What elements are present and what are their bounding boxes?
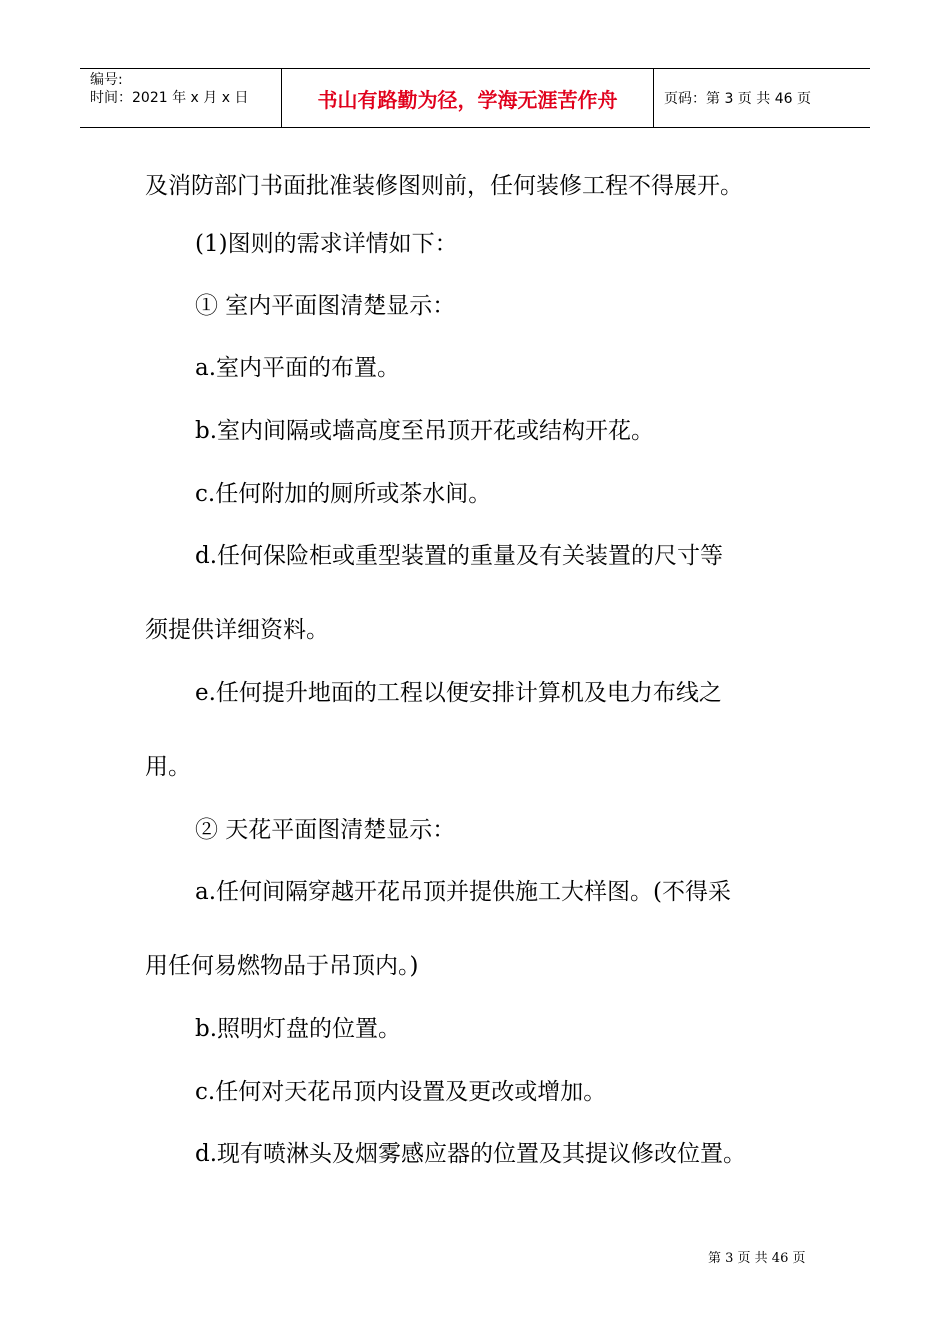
body-line: a.任何间隔穿越开花吊顶并提供施工大样图。(不得采 xyxy=(195,879,731,905)
body-line: ② 天花平面图清楚显示： xyxy=(195,817,456,843)
body-line: 及消防部门书面批准装修图则前，任何装修工程不得展开。 xyxy=(145,173,743,199)
body-line: a.室内平面的布置。 xyxy=(195,355,401,381)
page-footer: 第 3 页 共 46 页 xyxy=(708,1251,806,1266)
header-motto: 书山有路勤为径，学海无涯苦作舟 xyxy=(282,69,654,127)
body-line: d.任何保险柜或重型装置的重量及有关装置的尺寸等 xyxy=(195,543,724,569)
header-page-number: 页码：第 3 页 共 46 页 xyxy=(664,91,811,107)
page-header xyxy=(80,68,870,128)
body-line: d.现有喷淋头及烟雾感应器的位置及其提议修改位置。 xyxy=(195,1141,747,1167)
body-line: c.任何对天花吊顶内设置及更改或增加。 xyxy=(195,1079,607,1105)
body-line: c.任何附加的厕所或茶水间。 xyxy=(195,481,492,507)
body-line: 须提供详细资料。 xyxy=(145,617,329,643)
time-label: 时间：2021 年 x 月 x 日 xyxy=(90,90,249,106)
body-line: b.室内间隔或墙高度至吊顶开花或结构开花。 xyxy=(195,418,655,444)
body-line: e.任何提升地面的工程以便安排计算机及电力布线之 xyxy=(195,680,722,706)
number-label: 编号: xyxy=(90,72,123,88)
body-line: ① 室内平面图清楚显示： xyxy=(195,293,456,319)
header-meta xyxy=(80,69,282,127)
body-line: 用。 xyxy=(145,754,191,780)
body-line: b.照明灯盘的位置。 xyxy=(195,1016,402,1042)
body-line: (1)图则的需求详情如下： xyxy=(195,231,458,257)
body-line: 用任何易燃物品于吊顶内。) xyxy=(145,953,419,979)
